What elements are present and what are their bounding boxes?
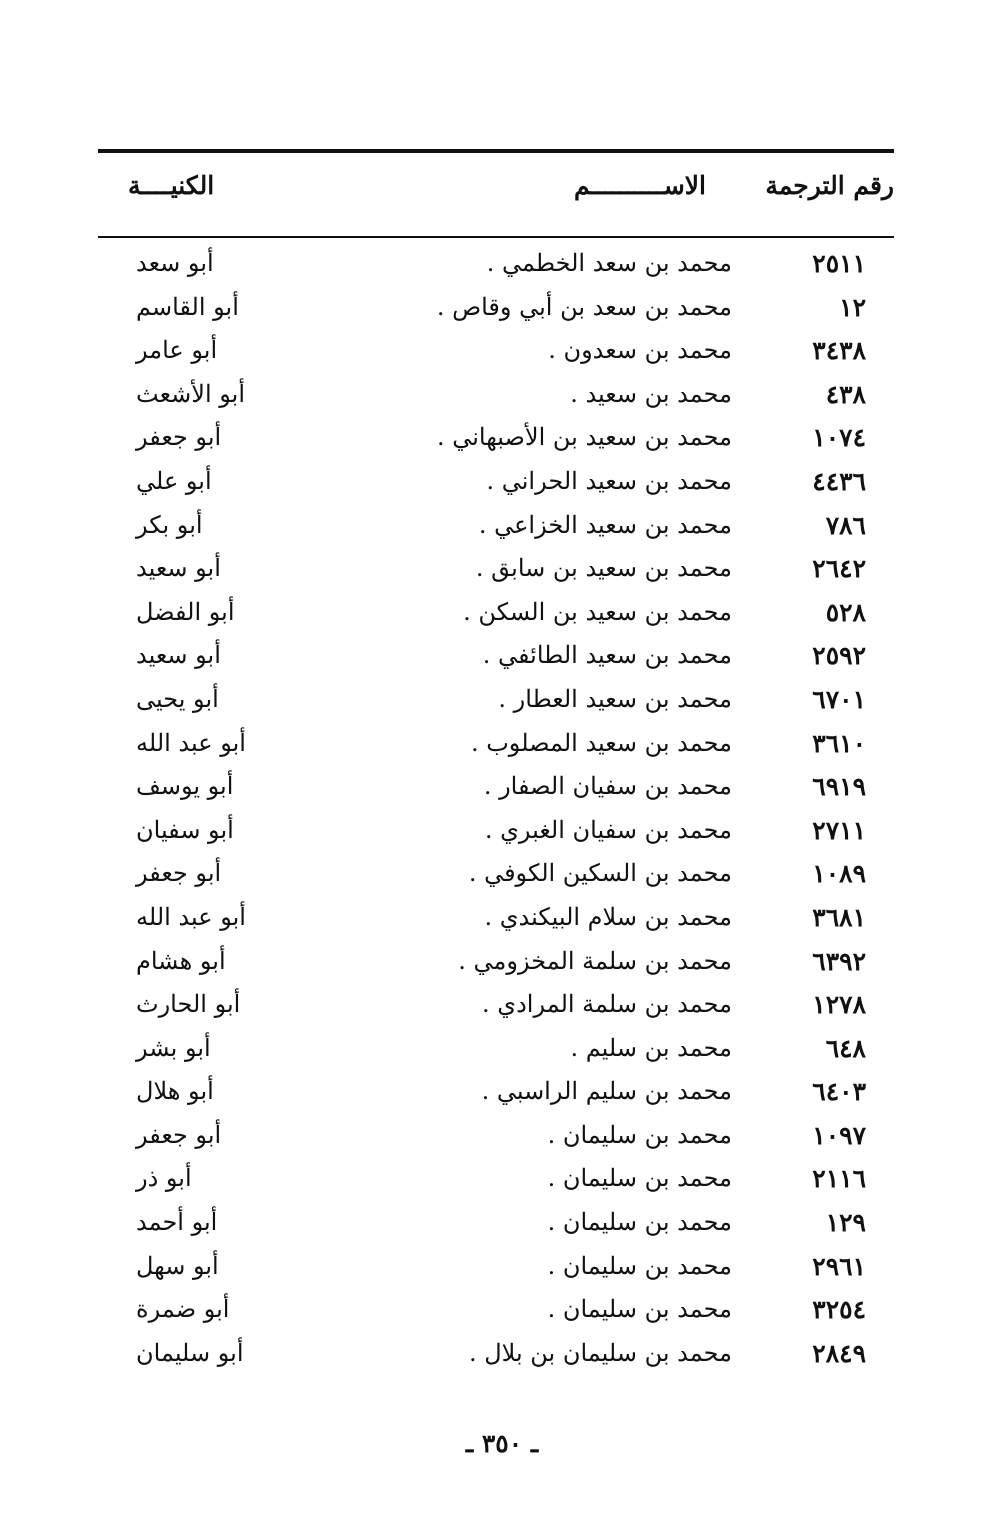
table-row [98,852,894,896]
entry-kunya: أبو عبد الله [136,728,246,757]
entry-name: محمد بن سعيد بن سابق . [475,554,732,583]
entry-number: ٢٥١١ [812,249,866,278]
entry-name: محمد بن سعدون . [548,336,732,365]
header-bottom-rule [98,236,894,238]
entry-number: ٧٨٦ [825,510,866,540]
entry-kunya: أبو سعيد [136,641,221,670]
entry-kunya: أبو القاسم [136,292,239,321]
entry-kunya: أبو الحارث [136,990,241,1019]
entry-name: محمد بن سليم الراسبي . [481,1077,732,1106]
entry-number: ١٢ [839,292,866,322]
entry-kunya: أبو يوسف [136,772,234,801]
entry-number: ١٠٨٩ [812,859,866,889]
entry-kunya: أبو علي [136,466,212,495]
table-row [98,1288,894,1332]
entry-name: محمد بن سفيان الصفار . [483,772,732,801]
entry-name: محمد بن سلمة المرادي . [482,990,732,1019]
column-header-name: الاســــــــــم [573,171,706,200]
entry-number: ١٠٩٧ [812,1120,866,1150]
table-row [98,896,894,940]
entry-name: محمد بن سليمان بن بلال . [468,1338,732,1367]
table-row [98,634,894,678]
table-row [98,940,894,984]
table-row [98,983,894,1027]
entry-kunya: أبو بكر [136,510,203,539]
header-top-rule [98,149,894,153]
entry-name: محمد بن سعيد العطار . [498,684,732,713]
table-row [98,591,894,635]
entry-name: محمد بن سليمان . [547,1164,732,1193]
table-row [98,809,894,853]
column-header-kunya: الكنيــــة [128,171,215,200]
entry-number: ٦٤٠٣ [812,1077,866,1107]
table-row [98,1027,894,1071]
entry-name: محمد بن سعيد . [570,379,732,408]
entry-number: ٢٥٩٢ [812,641,866,671]
entry-number: ٢٧١١ [812,815,866,845]
table-row [98,1201,894,1245]
entry-kunya: أبو ضمرة [136,1295,230,1324]
entry-name: محمد بن سعد بن أبي وقاص . [436,292,732,321]
entry-number: ١٢٧٨ [812,990,866,1020]
table-row [98,765,894,809]
entry-kunya: أبو أحمد [136,1208,218,1237]
entry-number: ٦٧٠١ [812,684,866,714]
entry-kunya: أبو يحيى [136,684,219,713]
table-row [98,1114,894,1158]
entry-kunya: أبو الأشعث [136,379,245,408]
entry-number: ٢٦٤٢ [812,554,866,584]
table-row [98,286,894,330]
table-row [98,416,894,460]
entry-number: ١٠٧٤ [812,423,866,453]
entry-kunya: أبو سليمان [136,1338,244,1367]
table-row [98,1070,894,1114]
entry-number: ٦٣٩٢ [812,946,866,976]
entry-kunya: أبو سفيان [136,815,234,844]
page-number: ـ ٣٥٠ ـ [465,1429,539,1458]
entry-number: ٥٢٨ [825,597,866,627]
entry-name: محمد بن سعيد بن الأصبهاني . [436,423,732,452]
entry-kunya: أبو سعد [136,249,214,277]
entry-number: ٢٨٤٩ [812,1338,866,1368]
table-row [98,1157,894,1201]
table-row [98,547,894,591]
entry-kunya: أبو هلال [136,1077,214,1106]
entry-kunya: أبو جعفر [136,859,222,888]
entry-kunya: أبو جعفر [136,1120,222,1149]
column-header-number: رقم الترجمة [765,171,894,200]
table-row [98,242,894,286]
entry-number: ٢٩٦١ [812,1251,866,1281]
entry-name: محمد بن سليمان . [547,1208,732,1237]
entry-number: ١٢٩ [825,1208,866,1238]
entry-name: محمد بن سليمان . [547,1120,732,1149]
table-row [98,329,894,373]
table-row [98,722,894,766]
entry-kunya: أبو الفضل [136,597,235,626]
entry-number: ٢١١٦ [812,1164,866,1194]
table-row [98,1332,894,1376]
entry-name: محمد بن سعيد بن السكن . [463,597,732,626]
entry-kunya: أبو عامر [136,336,218,365]
entry-number: ٦٩١٩ [812,772,866,802]
entry-number: ٦٤٨ [825,1033,866,1063]
entry-kunya: أبو هشام [136,946,226,975]
entry-kunya: أبو سعيد [136,554,221,583]
entry-name: محمد بن سعيد المصلوب . [470,728,732,757]
entry-kunya: أبو بشر [136,1033,211,1062]
entry-number: ٣٦١٠ [812,728,866,758]
entry-kunya: أبو سهل [136,1251,219,1280]
entries-table [98,242,894,1375]
entry-name: محمد بن سلام البيكندي . [484,902,732,931]
entry-kunya: أبو ذر [136,1164,192,1193]
entry-kunya: أبو عبد الله [136,902,246,931]
entry-name: محمد بن السكين الكوفي . [468,859,732,888]
table-row [98,460,894,504]
entry-number: ٣٢٥٤ [812,1295,866,1325]
entry-number: ٤٣٨ [825,379,866,409]
table-row [98,504,894,548]
table-row [98,1245,894,1289]
table-row [98,373,894,417]
entry-name: محمد بن سعيد الحراني . [486,466,732,495]
entry-number: ٣٦٨١ [812,902,866,932]
entry-name: محمد بن سعد الخطمي . [486,249,732,277]
entry-name: محمد بن سلمة المخزومي . [458,946,732,975]
entry-name: محمد بن سليم . [570,1033,732,1062]
table-row [98,678,894,722]
entry-number: ٣٤٣٨ [812,336,866,366]
entry-name: محمد بن سعيد الخزاعي . [478,510,732,539]
entry-name: محمد بن سليمان . [547,1251,732,1280]
entry-name: محمد بن سفيان الغبري . [484,815,732,844]
entry-name: محمد بن سعيد الطائفي . [482,641,732,670]
entry-number: ٤٤٣٦ [812,466,866,496]
entry-name: محمد بن سليمان . [547,1295,732,1324]
entry-kunya: أبو جعفر [136,423,222,452]
